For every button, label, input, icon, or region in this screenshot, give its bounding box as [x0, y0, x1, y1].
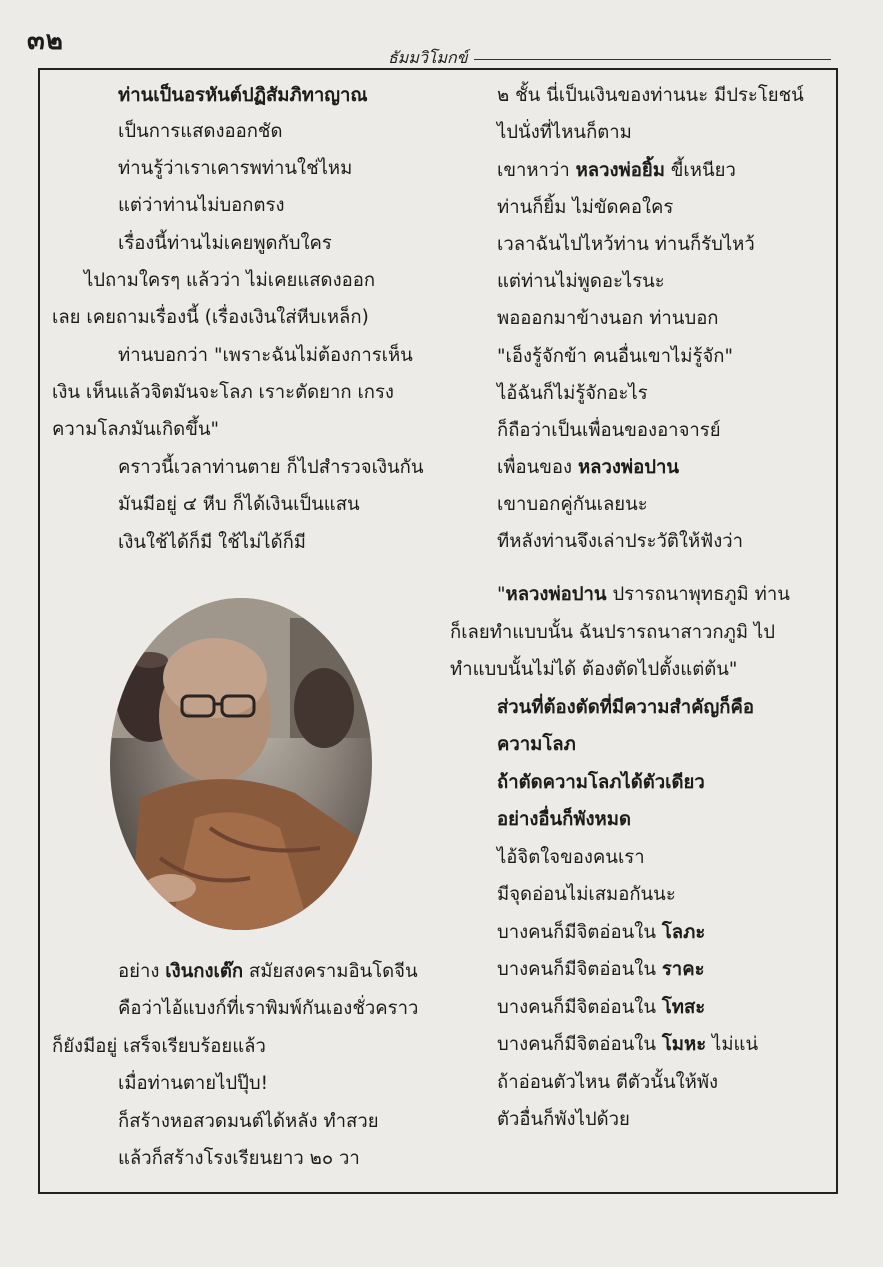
bold-text-segment: ถ้าตัดความโลภได้ตัวเดียว [497, 772, 705, 793]
text-line [118, 1072, 268, 1096]
text-segment: พอออกมาข้างนอก ท่านบอก [497, 308, 719, 329]
text-segment: ไอ้ฉันก็ไม่รู้จักอะไร [497, 383, 648, 404]
text-segment: แต่ท่านไม่พูดอะไรนะ [497, 271, 665, 292]
text-segment: มีจุดอ่อนไม่เสมอกันนะ [497, 884, 676, 905]
text-segment: สมัยสงครามอินโดจีน [243, 961, 418, 982]
text-segment: ทำแบบนั้นไม่ได้ ต้องตัดไปตั้งแต่ต้น" [450, 659, 738, 680]
text-segment: ก็ยังมีอยู่ เสร็จเรียบร้อยแล้ว [52, 1036, 266, 1057]
text-line [497, 419, 721, 443]
text-line [497, 233, 755, 257]
text-segment: บางคนก็มีจิตอ่อนใน [497, 959, 662, 980]
text-segment: ไม่แน่ [706, 1034, 759, 1055]
text-segment: "เอ็งรู้จักข้า คนอื่นเขาไม่รู้จัก" [497, 346, 733, 367]
portrait-illustration [110, 598, 372, 930]
text-line [497, 921, 705, 945]
text-segment: ๒ ชั้น นี่เป็นเงินของท่านนะ มีประโยชน์ [497, 85, 804, 106]
text-line [118, 232, 332, 256]
text-segment: เป็นการแสดงออกชัด [118, 121, 283, 142]
text-segment: เงินใช้ได้ก็มี ใช้ไม่ได้ก็มี [118, 532, 306, 553]
text-line [118, 456, 423, 480]
monk-portrait-photo [110, 598, 372, 930]
text-line [497, 493, 648, 517]
text-line [497, 307, 719, 331]
text-segment: ตัวอื่นก็พังไปด้วย [497, 1109, 630, 1130]
text-segment: บางคนก็มีจิตอ่อนใน [497, 997, 662, 1018]
text-line [52, 381, 394, 405]
text-line [497, 270, 665, 294]
text-segment: ก็ถือว่าเป็นเพื่อนของอาจารย์ [497, 420, 721, 441]
text-line [497, 1071, 718, 1095]
bold-text-segment: อย่างอื่นก็พังหมด [497, 809, 631, 830]
bold-text-segment: หลวงพ่อยิ้ม [575, 160, 665, 181]
text-line [497, 84, 804, 108]
text-line [84, 269, 375, 293]
text-segment: ก็เลยทำแบบนั้น ฉันปรารถนาสาวกภูมิ ไป [450, 622, 775, 643]
text-segment: มันมีอยู่ ๔ หีบ ก็ได้เงินเป็นแสน [118, 494, 360, 515]
text-line [497, 996, 705, 1020]
text-segment: ท่านบอกว่า "เพราะฉันไม่ต้องการเห็น [118, 345, 413, 366]
text-segment: บางคนก็มีจิตอ่อนใน [497, 1034, 662, 1055]
text-line [118, 157, 352, 181]
text-segment: เงิน เห็นแล้วจิตมันจะโลภ เราะตัดยาก เกรง [52, 382, 394, 403]
running-header: ธัมมวิโมกข์ [382, 46, 474, 71]
text-line [497, 196, 673, 220]
text-segment: ขี้เหนียว [664, 160, 736, 181]
text-line [497, 696, 754, 720]
text-line [497, 530, 743, 554]
text-segment: ปรารถนาพุทธภูมิ ท่าน [606, 584, 790, 605]
text-line [118, 344, 413, 368]
text-segment: ท่านก็ยิ้ม ไม่ขัดคอใคร [497, 197, 674, 218]
text-line [118, 1110, 379, 1134]
text-line [118, 84, 368, 108]
text-segment: ก็สร้างหอสวดมนต์ได้หลัง ทำสวย [118, 1111, 379, 1132]
text-segment: ไปนั่งที่ไหนก็ตาม [497, 122, 632, 143]
bold-text-segment: โลภะ [661, 922, 706, 943]
text-segment: อย่าง [118, 961, 166, 982]
text-line [118, 493, 360, 517]
text-segment: เวลาฉันไปไหว้ท่าน ท่านก็รับไหว้ [497, 234, 755, 255]
bold-text-segment: ท่านเป็นอรหันต์ปฏิสัมภิทาญาณ [118, 85, 368, 106]
text-line [118, 194, 284, 218]
text-line [497, 883, 676, 907]
text-segment: คือว่าไอ้แบงก์ที่เราพิมพ์กันเองชั่วคราว [118, 998, 419, 1019]
text-segment: เรื่องนี้ท่านไม่เคยพูดกับใคร [118, 233, 332, 254]
text-line [450, 658, 737, 682]
text-segment: เพื่อนของ [497, 457, 578, 478]
text-line [118, 997, 418, 1021]
text-segment: เขาหาว่า [497, 160, 576, 181]
text-line [497, 958, 705, 982]
text-segment: " [497, 584, 506, 605]
text-segment: เลย เคยถามเรื่องนี้ (เรื่องเงินใส่หีบเหล็ก) [52, 307, 369, 328]
bold-text-segment: หลวงพ่อปาน [505, 584, 607, 605]
bold-text-segment: ราคะ [661, 959, 705, 980]
text-line [497, 345, 733, 369]
text-segment: ความโลภมันเกิดขึ้น" [52, 419, 219, 440]
text-line [52, 418, 219, 442]
text-line [497, 846, 645, 870]
text-line [497, 1108, 630, 1132]
text-segment: ท่านรู้ว่าเราเคารพท่านใช่ไหม [118, 158, 353, 179]
text-line [52, 306, 369, 330]
bold-text-segment: โทสะ [661, 997, 706, 1018]
text-line [497, 1033, 758, 1057]
text-segment: ทีหลังท่านจึงเล่าประวัติให้ฟังว่า [497, 531, 744, 552]
text-segment: ไอ้จิตใจของคนเรา [497, 847, 645, 868]
text-segment: คราวนี้เวลาท่านตาย ก็ไปสำรวจเงินกัน [118, 457, 424, 478]
text-segment: บางคนก็มีจิตอ่อนใน [497, 922, 662, 943]
text-line [497, 733, 576, 757]
text-segment: เขาบอกคู่กันเลยนะ [497, 494, 648, 515]
text-segment: แต่ว่าท่านไม่บอกตรง [118, 195, 285, 216]
bold-text-segment: โมหะ [661, 1034, 707, 1055]
text-line [497, 159, 736, 183]
text-line [118, 960, 418, 984]
text-line [497, 583, 790, 607]
text-line [118, 531, 306, 555]
text-line [497, 808, 631, 832]
text-segment: ถ้าอ่อนตัวไหน ตีตัวนั้นให้พัง [497, 1072, 719, 1093]
text-line [118, 1147, 360, 1171]
text-segment: เมื่อท่านตายไปปุ๊บ! [118, 1073, 269, 1094]
text-segment: ไปถามใครๆ แล้วว่า ไม่เคยแสดงออก [84, 270, 376, 291]
bold-text-segment: เงินกงเต๊ก [165, 961, 244, 982]
text-line [497, 456, 679, 480]
text-segment: แล้วก็สร้างโรงเรียนยาว ๒๐ วา [118, 1148, 360, 1169]
bold-text-segment: ความโลภ [497, 734, 576, 755]
text-line [52, 1035, 266, 1059]
bold-text-segment: ส่วนที่ต้องตัดที่มีความสำคัญก็คือ [497, 697, 754, 718]
text-line [118, 120, 283, 144]
bold-text-segment: หลวงพ่อปาน [577, 457, 679, 478]
page-number: ๓๒ [27, 26, 64, 56]
text-line [497, 121, 632, 145]
text-line [450, 621, 775, 645]
text-line [497, 382, 648, 406]
text-line [497, 771, 705, 795]
